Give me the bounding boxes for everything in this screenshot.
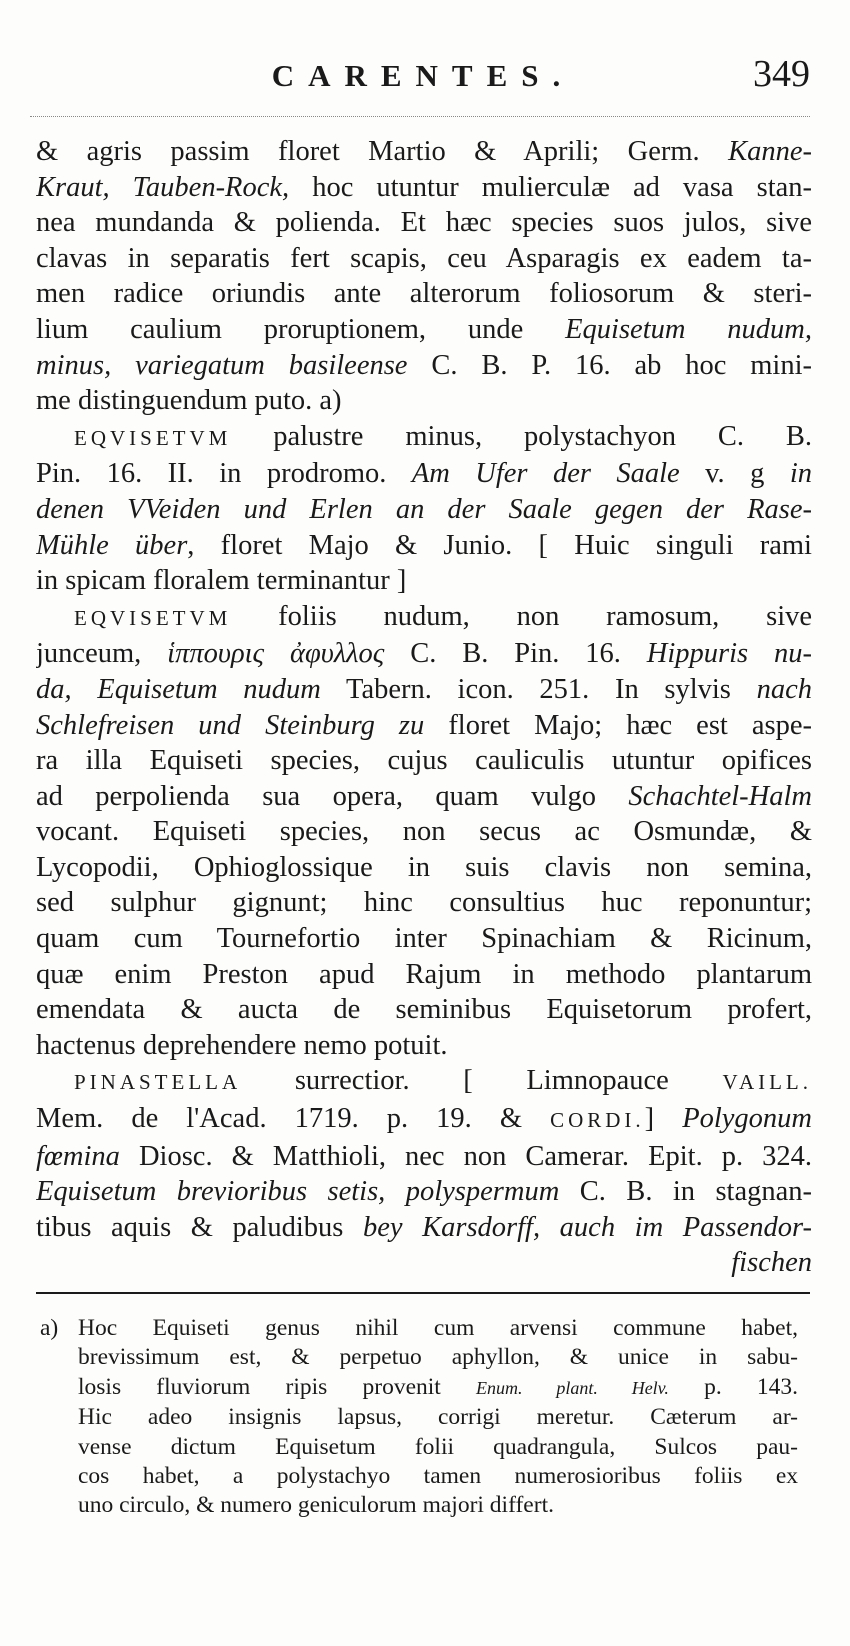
text-line: clavas in separatis fert scapis, ceu Asparagis ex eadem ta- [36,242,812,274]
text-line: quæ enim Preston apud Rajum in methodo plantarum [36,958,812,990]
text-line: in spicam floralem terminantur ] [36,565,407,597]
footnote-line: Hic adeo insignis lapsus, corrigi meretur. Cæterum ar- [78,1404,798,1431]
small-caps-term: EQVISETVM [74,425,232,450]
text-line: vocant. Equiseti species, non secus ac Osmundæ, & [36,816,812,848]
text-line: Schlefreisen und Steinburg zu floret Majo; hæc est aspe- [36,709,812,741]
text-line: junceum, ἱππουρις ἀφυλλος C. B. Pin. 16. Hippuris nu- [36,638,812,670]
text-line: lium caulium proruptionem, unde Equisetum nudum, [36,313,812,345]
footnote-line: uno circulo, & numero geniculorum majori differt. [78,1492,554,1519]
text-line: PINASTELLA surrectior. [ Limnopauce VAILL. [74,1065,812,1097]
page-header [36,52,810,100]
text-line: tibus aquis & paludibus bey Karsdorff, auch im Passendor- [36,1211,812,1243]
footnote-line: brevissimum est, & perpetuo aphyllon, & unice in sabu- [78,1344,798,1371]
footnote-line: cos habet, a polystachyo tamen numerosioribus foliis ex [78,1463,798,1490]
text-line: EQVISETVM palustre minus, polystachyon C. B. [74,420,812,452]
text-line: quam cum Tournefortio inter Spinachiam & Ricinum, [36,923,812,955]
text-line: emendata & aucta de seminibus Equisetorum profert, [36,994,812,1026]
footnote-line: losis fluviorum ripis provenit Enum. plant. Helv. p. 143. [78,1373,798,1400]
small-caps-author: CORDI. [550,1108,645,1133]
text-line: men radice oriundis ante alterorum foliosorum & steri- [36,278,812,310]
text-line: Mühle über, floret Majo & Junio. [ Huic singuli rami [36,529,812,561]
text-line: EQVISETVM foliis nudum, non ramosum, sive [74,600,812,632]
text-line: minus, variegatum basileense C. B. P. 16. ab hoc mini- [36,349,812,381]
main-text [36,134,812,1281]
text-line: ad perpolienda sua opera, quam vulgo Schachtel-Halm [36,780,812,812]
small-caps-author: VAILL. [722,1070,812,1095]
text-line: me distinguendum puto. a) [36,385,342,417]
text-line: fœmina Diosc. & Matthioli, nec non Camerar. Epit. p. 324. [36,1140,812,1172]
text-line: fischen [731,1247,812,1279]
text-line: denen VVeiden und Erlen an der Saale gegen der Rase- [36,493,812,525]
text-line: da, Equisetum nudum Tabern. icon. 251. In sylvis nach [36,673,812,705]
footnote-marker: a) [40,1315,59,1341]
text-line: Equisetum brevioribus setis, polyspermum C. B. in stagnan- [36,1176,812,1208]
text-line: hactenus deprehendere nemo potuit. [36,1029,448,1061]
text-line: Kraut, Tauben-Rock, hoc utuntur mulierculæ ad vasa stan- [36,171,812,203]
text-line: Mem. de l'Acad. 1719. p. 19. & CORDI.] Polygonum [36,1103,812,1135]
small-caps-term: PINASTELLA [74,1070,242,1095]
page-number: 349 [753,53,810,95]
text-line: & agris passim floret Martio & Aprili; Germ. Kanne- [36,136,812,167]
footnote-rule [36,1292,810,1294]
footnote-line: vense dictum Equisetum folii quadrangula, Sulcos pau- [78,1433,798,1460]
footnote [40,1314,798,1521]
footnote-line: a) Hoc Equiseti genus nihil cum arvensi commune habet, [40,1314,798,1343]
text-line: Lycopodii, Ophioglossique in suis clavis non semina, [36,851,812,883]
text-line: Pin. 16. II. in prodromo. Am Ufer der Saale v. g in [36,458,812,490]
text-line: sed sulphur gignunt; hinc consultius huc reponuntur; [36,887,812,919]
running-head: CARENTES. [271,58,575,93]
small-caps-term: EQVISETVM [74,605,232,630]
text-line: ra illa Equiseti species, cujus cauliculis utuntur opifices [36,745,812,777]
text-line: nea mundanda & polienda. Et hæc species suos julos, sive [36,207,812,239]
header-rule [30,116,810,117]
